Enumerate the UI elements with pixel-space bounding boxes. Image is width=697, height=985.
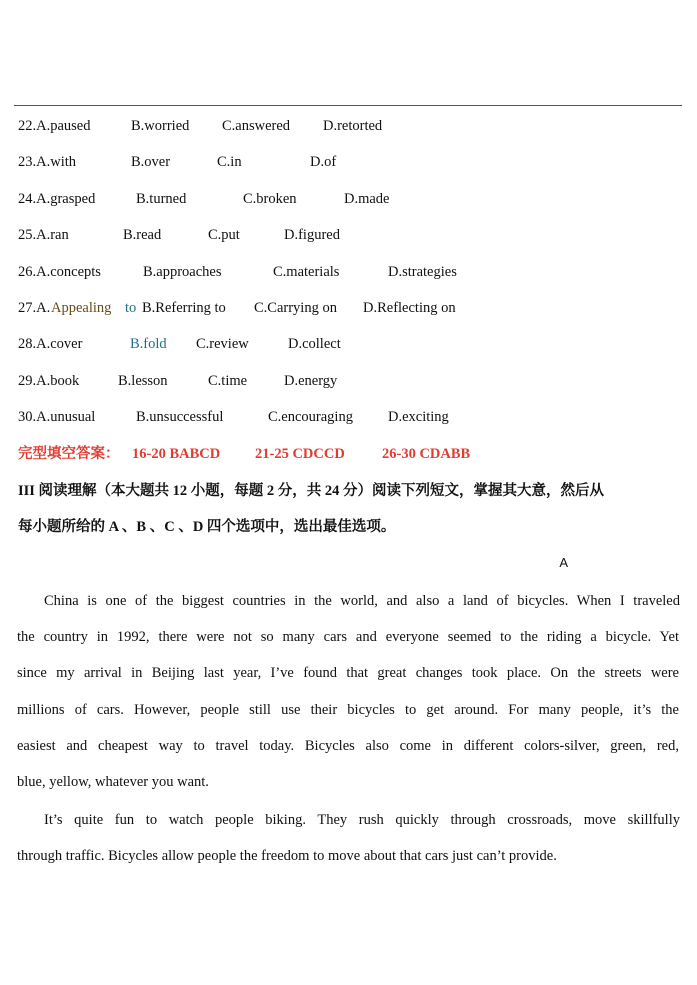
option-c: C.broken [243, 191, 297, 207]
option-d: D.Reflecting on [363, 300, 456, 316]
answer-group-16-20: 16-20 BABCD [132, 446, 221, 462]
passage-line: millions of cars. However, people still use their bicycles to get around. For many people, it’s the [17, 702, 679, 718]
option-c: C.review [196, 336, 249, 352]
option-d: D.collect [288, 336, 341, 352]
option-b: B.worried [131, 118, 190, 134]
header-rule [14, 105, 682, 106]
passage-heading: A [559, 555, 568, 570]
option-c: C.in [217, 154, 242, 170]
option-a: 24.A.grasped [18, 191, 96, 207]
option-a: 29.A.book [18, 373, 80, 389]
option-a-word: Appealing [51, 300, 112, 316]
option-d: D.strategies [388, 264, 457, 280]
option-d: D.of [310, 154, 337, 170]
option-a-prefix: 27.A. [18, 300, 51, 316]
passage-line: It’s quite fun to watch people biking. They rush quickly through crossroads, move skillfully [44, 812, 680, 828]
passage-line: China is one of the biggest countries in the world, and also a land of bicycles. When I traveled [44, 593, 680, 609]
option-a-preposition: to [125, 300, 137, 316]
option-a: 23.A.with [18, 154, 76, 170]
option-d: D.exciting [388, 409, 449, 425]
option-b: B.Referring to [142, 300, 226, 316]
passage-line: the country in 1992, there were not so many cars and everyone seemed to the riding a bicycle. Yet [17, 629, 679, 645]
option-a: 25.A.ran [18, 227, 69, 243]
option-b: B.turned [136, 191, 187, 207]
option-c: C.materials [273, 264, 340, 280]
option-b: B.read [123, 227, 162, 243]
section-heading-line-2: 每小题所给的 A 、B 、C 、D 四个选项中，选出最佳选项。 [18, 519, 396, 535]
passage-line: since my arrival in Beijing last year, I’ve found that great changes took place. On the streets were [17, 665, 679, 681]
option-c: C.put [208, 227, 240, 243]
option-a: 26.A.concepts [18, 264, 101, 280]
option-d: D.made [344, 191, 390, 207]
option-a: 28.A.cover [18, 336, 83, 352]
option-b: B.lesson [118, 373, 168, 389]
option-b: B.approaches [143, 264, 222, 280]
section-heading-line-1: III 阅读理解（本大题共 12 小题，每题 2 分，共 24 分）阅读下列短文，掌握其大意，然后从 [18, 483, 605, 499]
option-b: B.fold [130, 336, 167, 352]
option-d: D.retorted [323, 118, 383, 134]
answer-group-21-25: 21-25 CDCCD [255, 446, 345, 462]
option-a: 22.A.paused [18, 118, 91, 134]
option-c: C.answered [222, 118, 291, 134]
option-c: C.encouraging [268, 409, 353, 425]
option-d: D.energy [284, 373, 338, 389]
answer-label: 完型填空答案： [18, 446, 120, 462]
option-b: B.unsuccessful [136, 409, 224, 425]
answer-group-26-30: 26-30 CDABB [382, 446, 471, 462]
passage-line: blue, yellow, whatever you want. [17, 774, 209, 790]
passage-line: through traffic. Bicycles allow people the freedom to move about that cars just can’t provide. [17, 848, 557, 864]
option-c: C.time [208, 373, 248, 389]
option-b: B.over [131, 154, 171, 170]
option-a: 30.A.unusual [18, 409, 96, 425]
option-c: C.Carrying on [254, 300, 337, 316]
option-d: D.figured [284, 227, 340, 243]
passage-line: easiest and cheapest way to travel today. Bicycles also come in different colors-silver, green, red, [17, 738, 679, 754]
